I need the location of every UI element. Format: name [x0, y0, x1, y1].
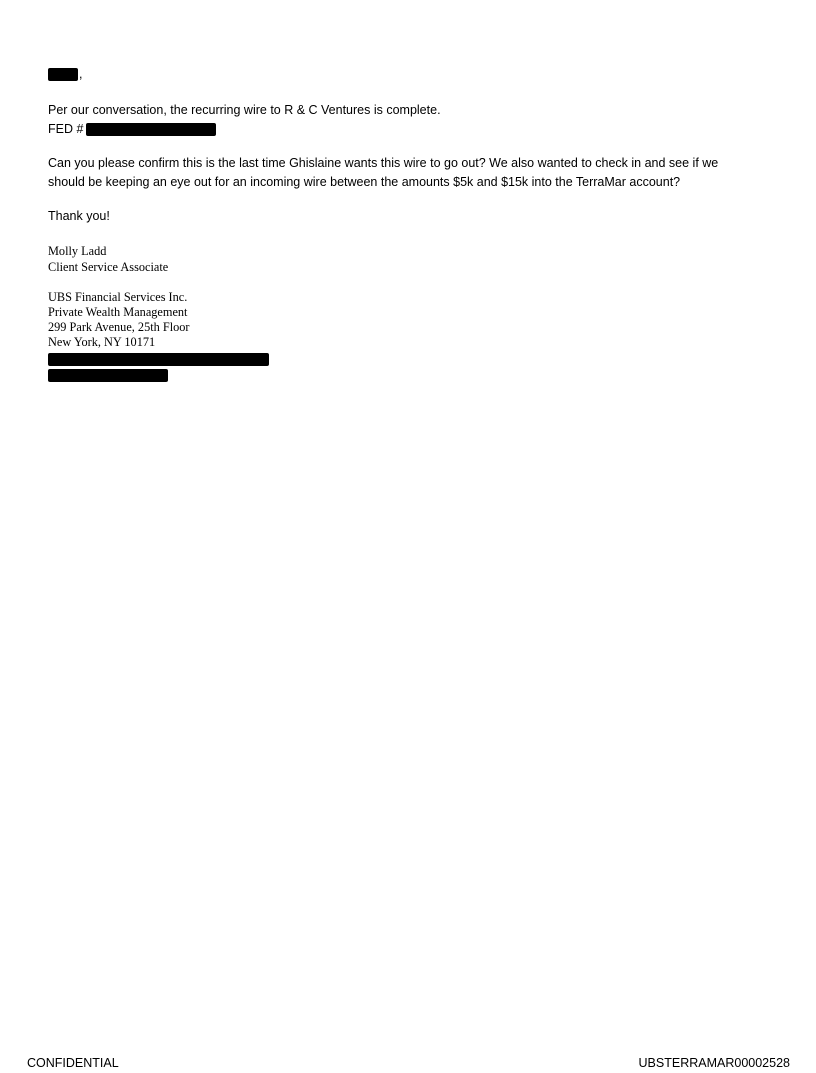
redacted-recipient-name [48, 68, 78, 81]
greeting-comma: , [79, 67, 83, 81]
signature-division: Private Wealth Management [48, 305, 188, 319]
footer-confidential: CONFIDENTIAL [27, 1056, 119, 1070]
signature-company: UBS Financial Services Inc. [48, 290, 188, 304]
redacted-contact-line-1 [48, 353, 269, 366]
signature-address-line-2: New York, NY 10171 [48, 335, 156, 349]
body-paragraph-2-line-1: Can you please confirm this is the last time Ghislaine wants this wire to go out? We also wanted to check in and see if we [48, 156, 719, 170]
redacted-contact-line-2 [48, 369, 168, 382]
signature-title: Client Service Associate [48, 260, 169, 274]
body-line-1: Per our conversation, the recurring wire to R & C Ventures is complete. [48, 103, 441, 117]
body-paragraph-2-line-2: should be keeping an eye out for an incoming wire between the amounts $5k and $15k into the TerraMar account? [48, 175, 681, 189]
fed-label: FED # [48, 122, 84, 136]
signature-address-line-1: 299 Park Avenue, 25th Floor [48, 320, 190, 334]
footer-bates-number: UBSTERRAMAR00002528 [638, 1056, 790, 1070]
closing-thanks: Thank you! [48, 209, 110, 223]
signature-name: Molly Ladd [48, 244, 107, 258]
redacted-fed-number [86, 123, 216, 136]
